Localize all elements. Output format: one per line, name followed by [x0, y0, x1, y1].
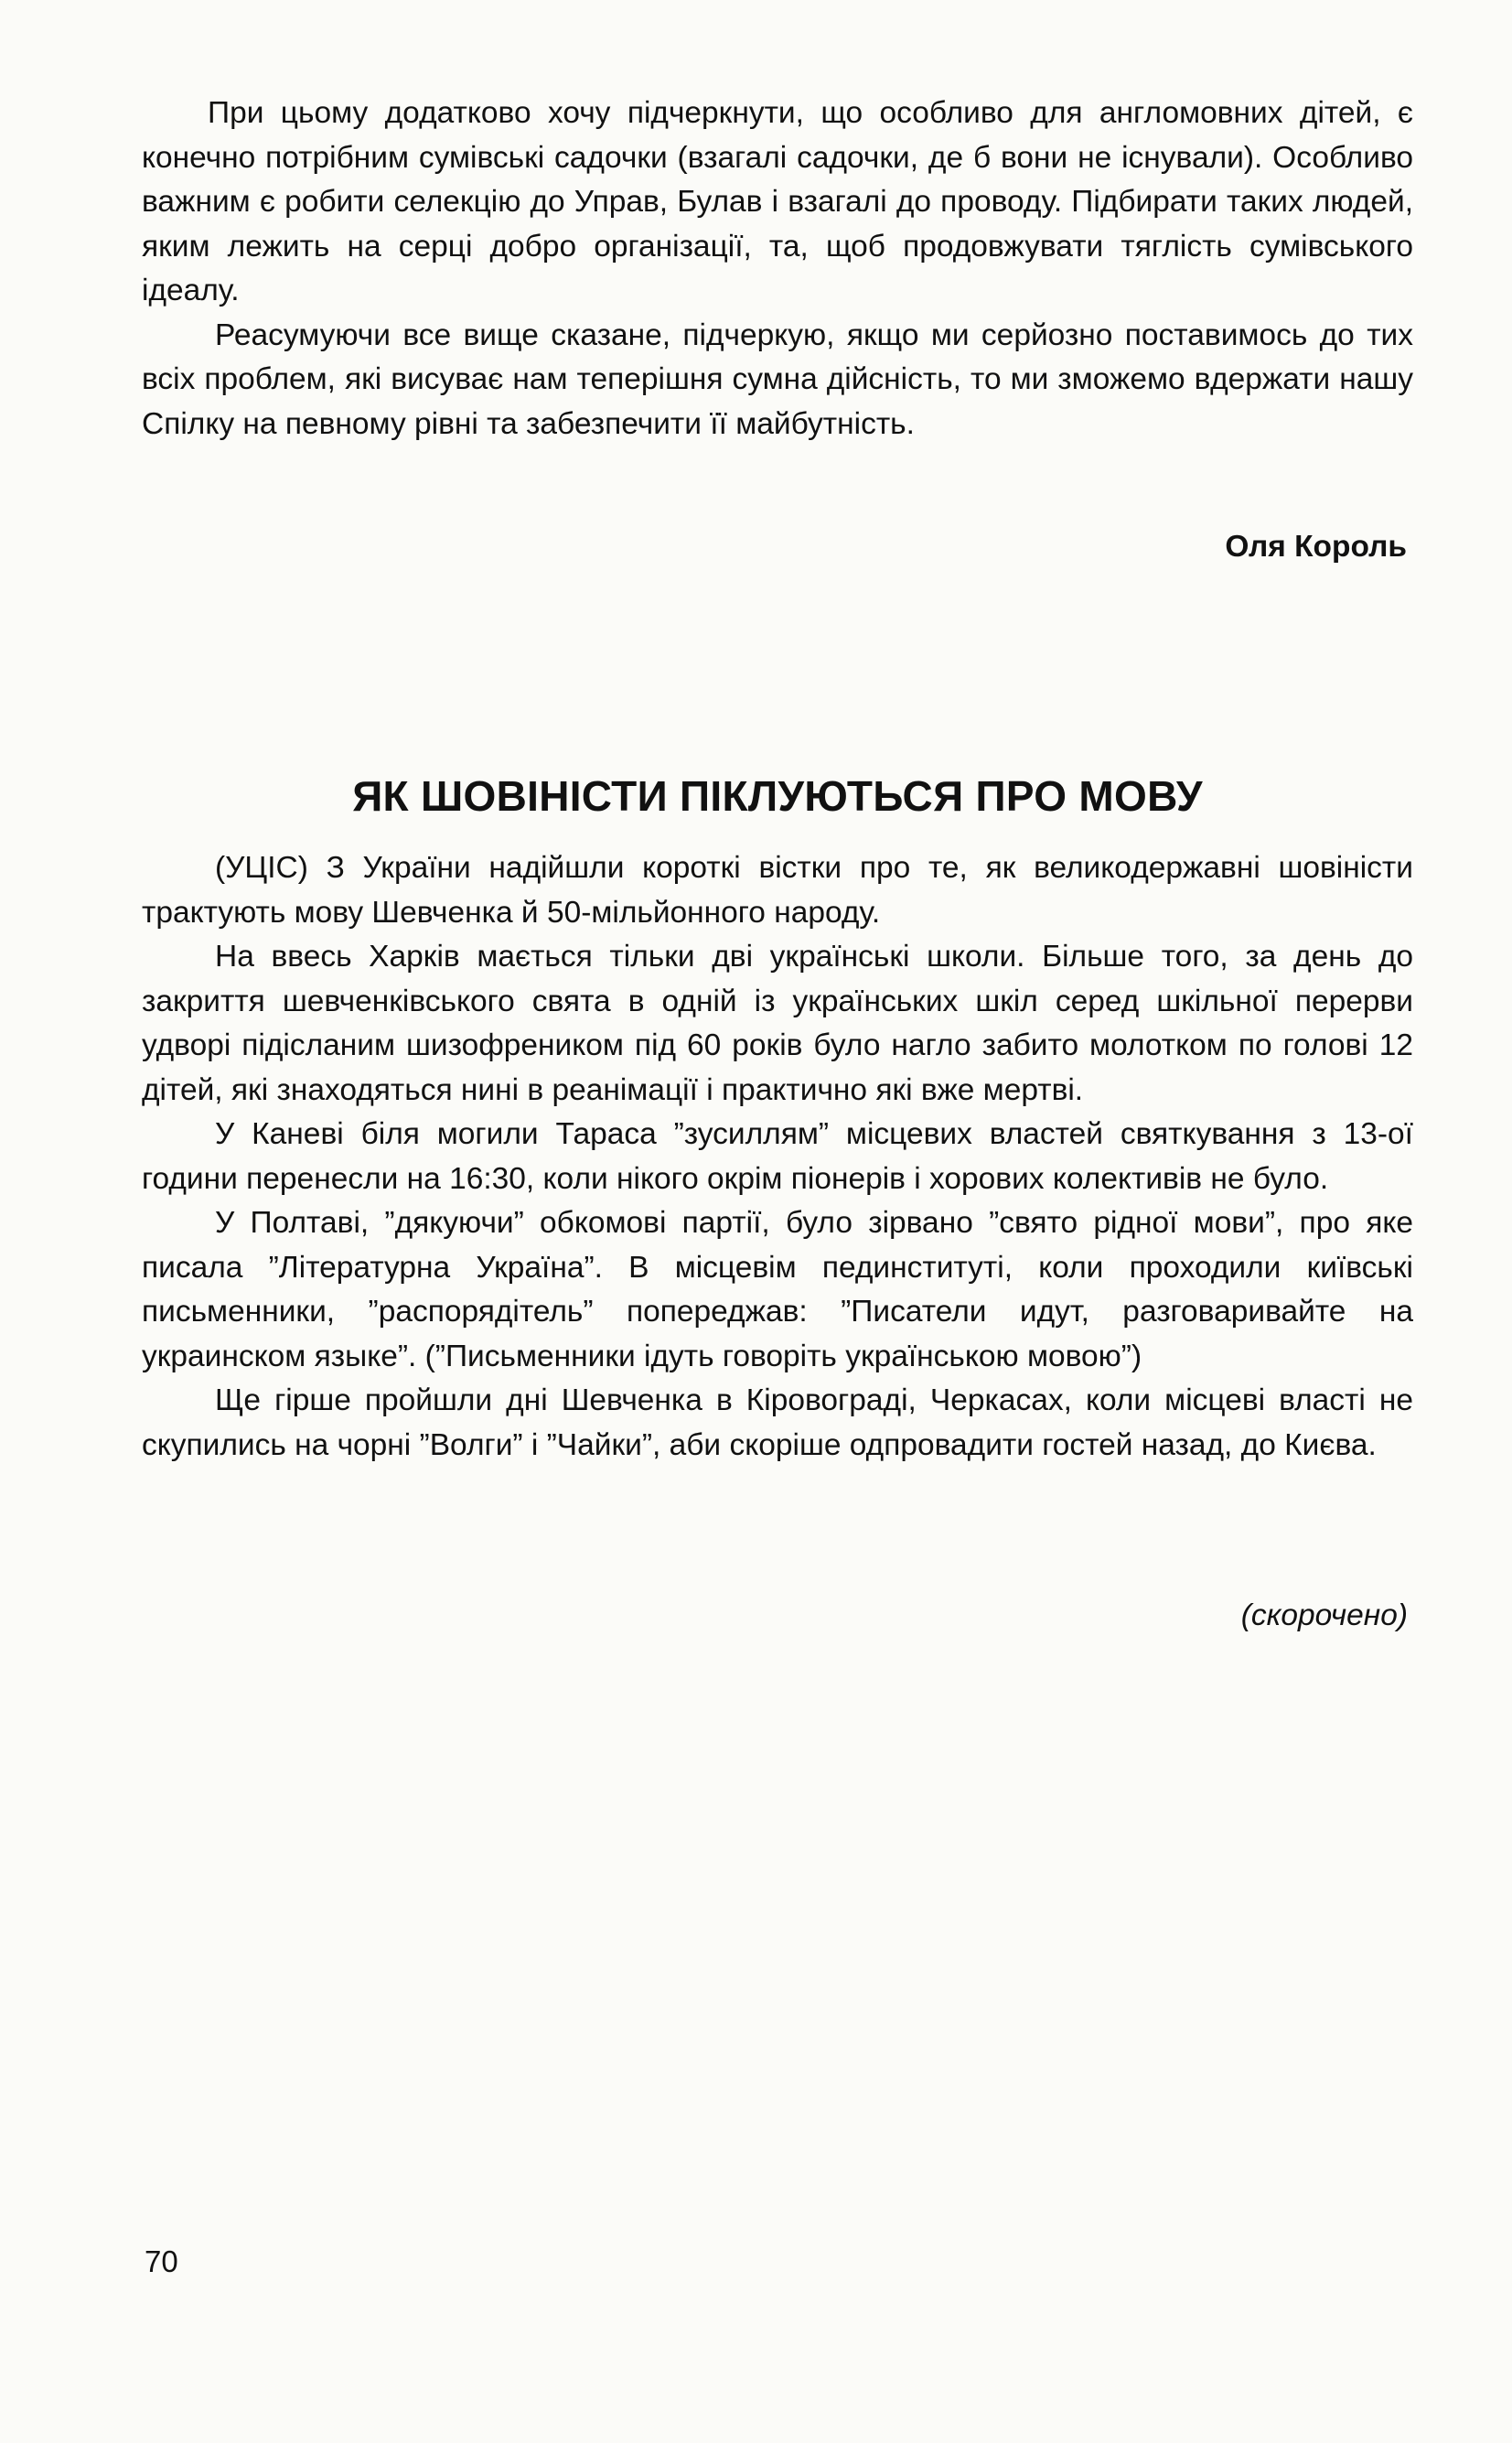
article-title: ЯК ШОВІНІСТИ ПІКЛУЮТЬСЯ ПРО МОВУ — [352, 772, 1203, 820]
letter-body — [142, 91, 1413, 447]
article-paragraph: На ввесь Харків мається тільки дві українські школи. Більше того, за день до закриття шевченківського свята в одній із українських шкіл серед шкільної перерви удворі підісланим шизофреником під 60 років було нагло забито молотком по голові 12 дітей, які знаходяться нині в реанімації і практично які вже мертві. — [142, 940, 1413, 1107]
article-paragraph: (УЦІС) З України надійшли короткі вістки про те, як великодержавні шовіністи трактують мову Шевченка й 50-мільйонного народу. — [142, 851, 1413, 930]
article-paragraph: У Полтаві, ”дякуючи” обкомові партії, було зірвано ”свято рідної мови”, про яке писала ”Літературна Україна”. В місцевім пединституті, коли проходили київські письменники, ”распорядітель” попереджав: ”Писатели идут, разговаривайте на украинском языке”. (”Письменники ідуть говоріть українською мовою”) — [142, 1206, 1413, 1373]
article-paragraph: У Каневі біля могили Тараса ”зусиллям” місцевих властей святкування з 13-ої години перенесли на 16:30, коли нікого окрім піонерів і хорових колективів не було. — [142, 1117, 1413, 1196]
article-paragraph: Ще гірше пройшли дні Шевченка в Кіровограді, Черкасах, коли місцеві власті не скупились на чорні ”Волги” і ”Чайки”, аби скоріше одпровадити гостей назад, до Києва. — [142, 1383, 1413, 1462]
letter-paragraph: Реасумуючи все вище сказане, підчеркую, якщо ми серйозно поставимось до тих всіх проблем, які висуває нам теперішня сумна дійсність, то ми зможемо вдержати нашу Спілку на певному рівні та забезпечити її майбутність. — [142, 317, 1413, 441]
page-number: 70 — [145, 2244, 178, 2278]
article-body — [142, 846, 1413, 1468]
letter-paragraph: При цьому додатково хочу підчеркнути, що особливо для англомовних дітей, є конечно потрібним сумівські садочки (взагалі садочки, де б вони не існували). Особливо важним є робити селекцію до Управ, Булав і взагалі до проводу. Підбирати таких людей, яким лежить на серці добро організації, та, щоб продовжувати тяглість сумівського ідеалу. — [142, 96, 1413, 307]
article-closing-note: (скорочено) — [1240, 1598, 1408, 1632]
letter-signature: Оля Король — [1225, 530, 1407, 564]
